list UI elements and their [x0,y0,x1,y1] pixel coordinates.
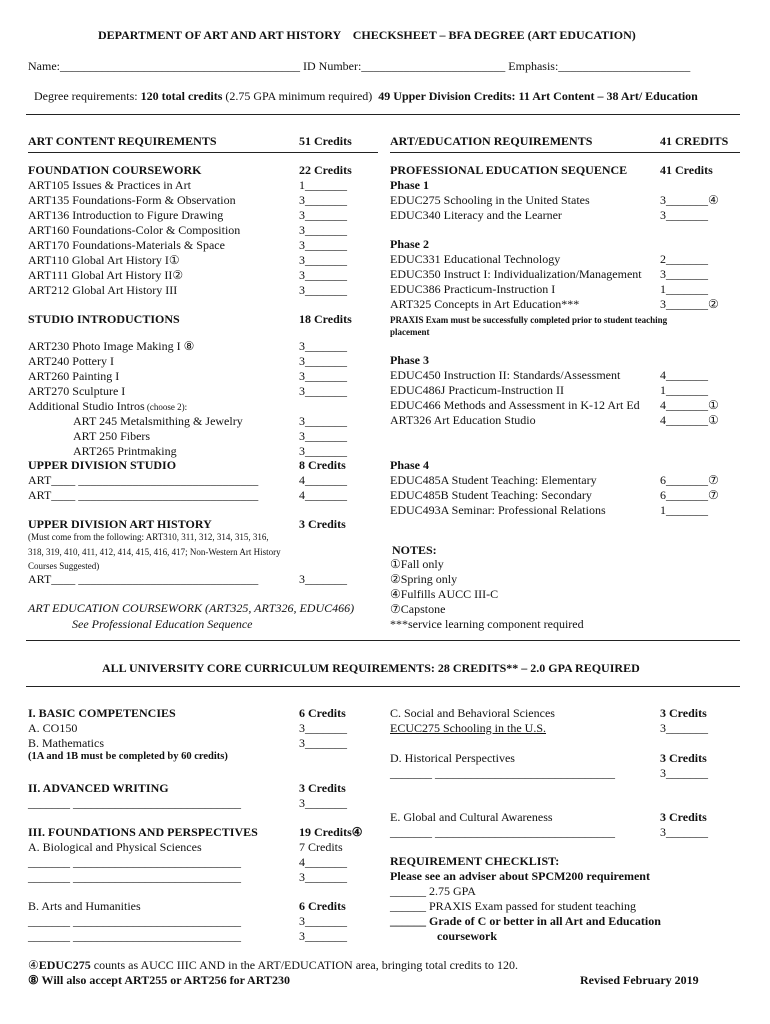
bio-credit-blanks[interactable] [299,855,379,885]
course-name: EDUC493A Seminar: Professional Relations [390,503,606,517]
course-name: EDUC340 Literacy and the Learner [390,208,562,222]
course-entry-line[interactable]: ART____ ______________________________ [28,473,259,487]
credit-blank[interactable]: 3_______ [660,267,708,281]
checklist-item[interactable]: ______ Grade of C or better in all Art and Education [390,914,661,928]
historical-perspectives-label: D. Historical Perspectives [390,751,515,765]
checklist-heading: REQUIREMENT CHECKLIST: [390,854,560,868]
upper-studio-rows[interactable] [28,473,288,503]
phase-1-courses [390,193,655,223]
course-name: ART110 Global Art History I① [28,253,180,267]
credit-blank[interactable]: 3_______ [299,796,347,810]
degree-requirements [34,89,698,104]
basic-credit-blanks[interactable] [299,721,379,751]
historical-perspectives-credits: 3 Credits [660,751,707,765]
course-name: ART 250 Fibers [73,429,151,443]
course-name: EDUC466 Methods and Assessment in K-12 Art Ed [390,398,640,412]
checklist-item[interactable]: ______ PRAXIS Exam passed for student teaching [390,899,636,913]
art-ed-see-sequence: See Professional Education Sequence [72,617,253,631]
social-sciences-course[interactable]: ECUC275 Schooling in the U.S. [390,721,547,735]
footer-note [28,958,518,973]
course-name: ART160 Foundations-Color & Composition [28,223,241,237]
course-name: ART326 Art Education Studio [390,413,536,427]
divider [26,686,740,687]
footer-note-alt: ⑧ Will also accept ART255 or ART256 for ART230 [28,973,290,987]
credit-blank[interactable]: 3_______ [299,253,347,267]
credit-blank[interactable]: 3_______ [299,193,347,207]
social-sciences-credits: 3 Credits [660,706,707,720]
course-entry-line[interactable]: _______ ____________________________ [28,914,241,928]
notes-list [390,557,730,632]
course-name: ART230 Photo Image Making I ⑧ [28,339,195,353]
bio-sciences-credits: 7 Credits [299,840,343,854]
revised-date: Revised February 2019 [580,973,699,987]
credit-blank[interactable]: 3_______ [299,736,347,750]
course-name: EDUC275 Schooling in the United States [390,193,590,207]
course-name: ART 245 Metalsmithing & Jewelry [73,414,243,428]
art-content-credits: 51 Credits [299,134,352,148]
divider [26,640,740,641]
course-name: ART270 Sculpture I [28,384,126,398]
studio-heading: STUDIO INTRODUCTIONS [28,312,180,326]
credit-blank[interactable]: 3_______ [299,268,347,282]
phase-4-credit-blanks[interactable] [660,473,740,518]
credit-blank[interactable]: 3_______② [660,297,719,311]
phase-3-credit-blanks[interactable] [660,368,740,428]
divider [26,114,740,115]
course-entry-line[interactable]: _______ ______________________________ [390,825,615,839]
upper-history-note: Courses Suggested) [28,561,100,571]
additional-intros-label: Additional Studio Intros [28,399,145,413]
foundations-heading: III. FOUNDATIONS AND PERSPECTIVES [28,825,258,839]
course-entry-line[interactable]: ART____ ______________________________ [28,488,259,502]
course-entry-line[interactable]: _______ ____________________________ [28,796,241,810]
upper-studio-credit-blanks[interactable] [299,473,379,503]
phase-2-courses [390,252,655,312]
course-name: EDUC331 Educational Technology [390,252,561,266]
credit-blank[interactable]: 4_______ [299,488,347,502]
notes-heading: NOTES: [392,543,437,557]
note-item: ②Spring only [390,572,458,586]
credit-blank[interactable]: 3_______ [299,339,347,353]
credit-blank[interactable]: 3_______ [299,369,347,383]
divider [390,152,740,153]
credit-blank[interactable]: 4_______① [660,413,719,427]
credit-blank[interactable]: 2_______ [660,252,708,266]
course-name: ART260 Painting I [28,369,120,383]
page-title: DEPARTMENT OF ART AND ART HISTORY CHECKSHEET – BFA DEGREE (ART EDUCATION) [98,28,636,42]
course-name: EDUC386 Practicum-Instruction I [390,282,556,296]
note-item: ***service learning component required [390,617,584,631]
credit-blank[interactable]: 1_______ [660,282,708,296]
art-ed-heading: ART/EDUCATION REQUIREMENTS [390,134,593,148]
course-name: A. CO150 [28,721,78,735]
course-name: ART105 Issues & Practices in Art [28,178,191,192]
course-entry-line[interactable]: _______ ____________________________ [28,855,241,869]
art-ed-credits: 41 CREDITS [660,134,729,148]
credit-blank[interactable]: 3_______ [660,721,708,735]
credit-blank[interactable]: 3_______ [299,572,347,586]
bio-rows[interactable] [28,855,288,885]
upper-history-note: 318, 319, 410, 411, 412, 414, 415, 416, 417; Non-Western Art History [28,547,281,557]
course-entry-line[interactable]: _______ ____________________________ [28,870,241,884]
course-name: B. Mathematics [28,736,104,750]
basic-note: (1A and 1B must be completed by 60 credits) [28,751,228,762]
degree-upper-division: 49 Upper Division Credits: 11 Art Content – 38 Art/ Education [378,89,698,103]
degree-total: 120 total credits [140,89,223,103]
checklist-item-continued: coursework [437,929,497,943]
note-item: ⑦Capstone [390,602,446,616]
upper-studio-credits: 8 Credits [299,458,346,472]
sequence-heading: PROFESSIONAL EDUCATION SEQUENCE [390,163,628,177]
praxis-note: placement [390,327,430,337]
credit-blank[interactable]: 4_______ [660,368,708,382]
course-entry-line[interactable]: _______ ____________________________ [28,929,241,943]
credit-blank[interactable]: 3_______ [660,208,708,222]
course-name: ART111 Global Art History II② [28,268,184,282]
art-ed-coursework: ART EDUCATION COURSEWORK (ART325, ART326, EDUC466) [28,601,355,615]
bio-sciences-label: A. Biological and Physical Sciences [28,840,202,854]
course-name: ART265 Printmaking [73,444,177,458]
footer-course: EDUC275 [38,958,91,972]
course-name: EDUC350 Instruct I: Individualization/Management [390,267,642,281]
advanced-writing-credits: 3 Credits [299,781,346,795]
foundation-credit-blanks[interactable] [299,178,379,298]
credit-blank[interactable]: 4_______ [299,473,347,487]
course-entry-line[interactable]: ART____ ______________________________ [28,572,259,586]
phase-2-label: Phase 2 [390,237,429,251]
foundations-credits: 19 Credits④ [299,825,363,839]
course-name: ART212 Global Art History III [28,283,178,297]
core-heading: ALL UNIVERSITY CORE CURRICULUM REQUIREMENTS: 28 CREDITS** – 2.0 GPA REQUIRED [102,661,640,675]
phase-2-credit-blanks[interactable] [660,252,740,312]
credit-blank[interactable]: 3_______ [660,766,708,780]
credit-blank[interactable]: 1_______ [299,178,347,192]
credit-blank[interactable]: 3_______ [299,208,347,222]
note-item: ①Fall only [390,557,444,571]
arts-credit-blanks[interactable] [299,914,379,944]
credit-blank[interactable]: 3_______ [299,914,347,928]
credit-blank[interactable]: 3_______ [299,414,347,428]
art-content-heading: ART CONTENT REQUIREMENTS [28,134,217,148]
global-awareness-label: E. Global and Cultural Awareness [390,810,553,824]
advanced-writing-heading: II. ADVANCED WRITING [28,781,169,795]
credit-blank[interactable]: 3_______④ [660,193,719,207]
degree-prefix: Degree requirements: [34,89,141,103]
arts-humanities-label: B. Arts and Humanities [28,899,141,913]
global-awareness-credits: 3 Credits [660,810,707,824]
divider [28,152,378,153]
studio-credits: 18 Credits [299,312,352,326]
upper-history-heading: UPPER DIVISION ART HISTORY [28,517,212,531]
credit-blank[interactable]: 3_______ [299,444,347,458]
phase-3-courses [390,368,655,428]
credit-blank[interactable]: 3_______ [299,223,347,237]
sequence-credits: 41 Credits [660,163,713,177]
credit-blank[interactable]: 3_______ [660,825,708,839]
note-item: ④Fulfills AUCC III-C [390,587,499,601]
credit-blank[interactable]: 3_______ [299,354,347,368]
degree-gpa: (2.75 GPA minimum required) [222,89,379,103]
studio-credit-blanks[interactable] [299,339,379,459]
credit-blank[interactable]: 1_______ [660,383,708,397]
course-name: EDUC485A Student Teaching: Elementary [390,473,597,487]
arts-humanities-credits: 6 Credits [299,899,346,913]
checklist-item[interactable]: ______ 2.75 GPA [390,884,476,898]
phase-1-credit-blanks[interactable] [660,193,740,223]
upper-history-note: (Must come from the following: ART310, 311, 312, 314, 315, 316, [28,532,269,542]
course-entry-line[interactable]: _______ ______________________________ [390,766,615,780]
credit-blank[interactable]: 4_______ [299,855,347,869]
credit-blank[interactable]: 3_______ [299,429,347,443]
praxis-note: PRAXIS Exam must be successfully completed prior to student teaching [390,315,668,325]
additional-intros [28,399,288,414]
basic-rows [28,721,288,751]
course-name: ART325 Concepts in Art Education*** [390,297,580,311]
credit-blank[interactable]: 4_______① [660,398,719,412]
foundation-credits: 22 Credits [299,163,352,177]
course-name: ART135 Foundations-Form & Observation [28,193,236,207]
student-info-fields[interactable]: Name:________________________________________ ID Number:________________________ Emphasis:______________________ [28,59,691,73]
basic-competencies-credits: 6 Credits [299,706,346,720]
course-name: ART136 Introduction to Figure Drawing [28,208,224,222]
studio-course-list [28,339,288,459]
upper-history-credits: 3 Credits [299,517,346,531]
foundation-heading: FOUNDATION COURSEWORK [28,163,202,177]
course-name: ART240 Pottery I [28,354,114,368]
additional-intros-note: (choose 2): [144,402,188,412]
credit-blank[interactable]: 3_______ [299,870,347,884]
course-name: EDUC486J Practicum-Instruction II [390,383,564,397]
credit-blank[interactable]: 3_______ [299,384,347,398]
basic-competencies-heading: I. BASIC COMPETENCIES [28,706,176,720]
credit-blank[interactable]: 3_______ [299,929,347,943]
phase-4-label: Phase 4 [390,458,429,472]
phase-3-label: Phase 3 [390,353,429,367]
credit-blank[interactable]: 3_______ [299,283,347,297]
credit-blank[interactable]: 3_______ [299,721,347,735]
phase-1-label: Phase 1 [390,178,429,192]
phase-4-courses [390,473,655,518]
course-name: EDUC450 Instruction II: Standards/Assessment [390,368,621,382]
credit-blank[interactable]: 3_______ [299,238,347,252]
course-name: ART170 Foundations-Materials & Space [28,238,225,252]
credit-blank[interactable]: 1_______ [660,503,708,517]
social-sciences-label: C. Social and Behavioral Sciences [390,706,555,720]
footer-note-text: counts as AUCC IIIC AND in the ART/EDUCATION area, bringing total credits to 120. [90,958,519,972]
upper-studio-heading: UPPER DIVISION STUDIO [28,458,177,472]
checklist-subheading: Please see an adviser about SPCM200 requirement [390,869,650,883]
foundation-course-list [28,178,288,298]
credit-blank[interactable]: 6_______⑦ [660,488,719,502]
course-name: EDUC485B Student Teaching: Secondary [390,488,592,502]
arts-rows[interactable] [28,914,288,944]
credit-blank[interactable]: 6_______⑦ [660,473,719,487]
footer-circle: ④ [28,958,39,972]
